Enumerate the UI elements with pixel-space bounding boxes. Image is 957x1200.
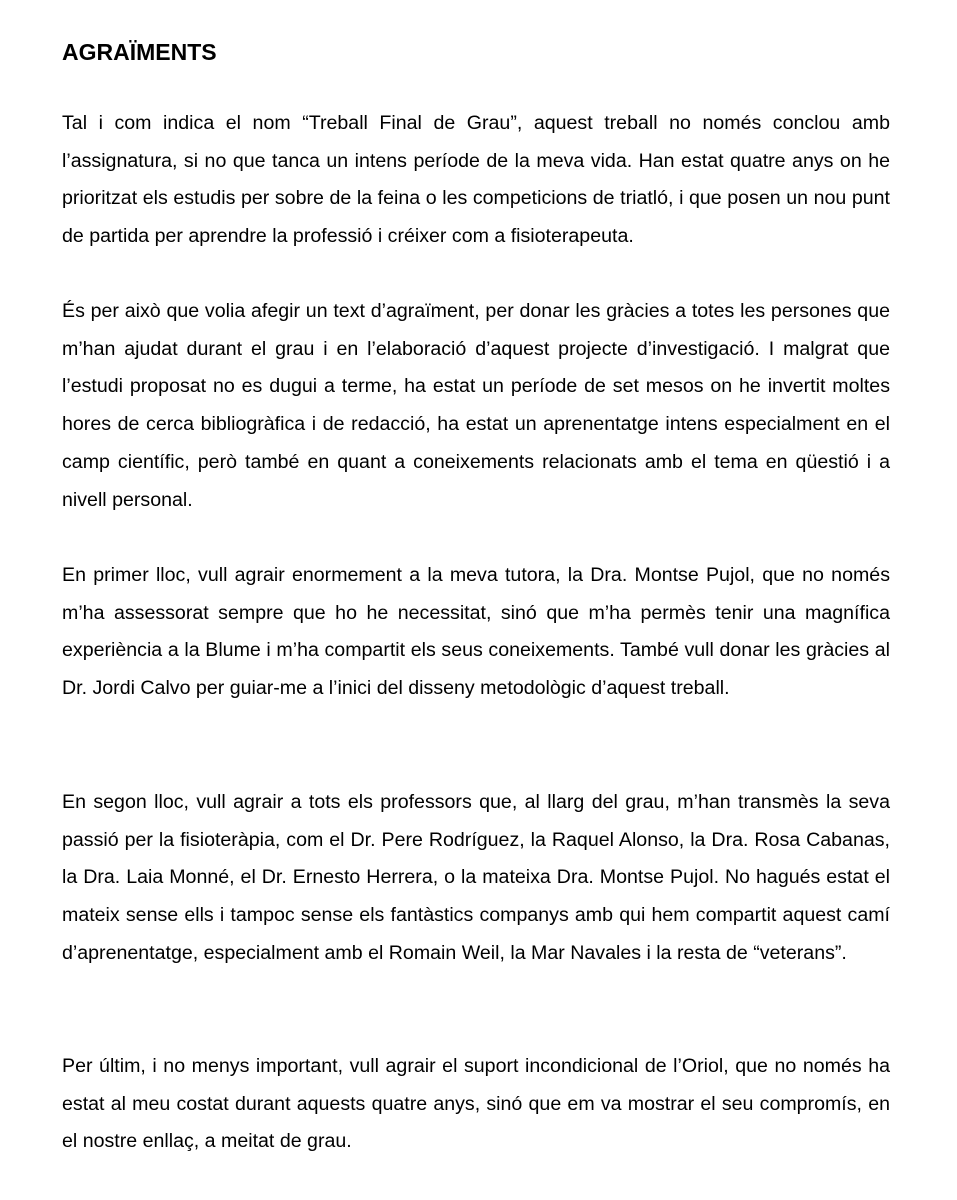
paragraph-personal-thanks: Per últim, i no menys important, vull agrair el suport incondicional de l’Oriol, que no només ha estat al meu costat durant aquests quatre anys, sinó que em va mostrar el seu compromís, en el nostre enllaç, a meitat de grau. xyxy=(62,1055,890,1153)
paragraph-tutor-thanks: En primer lloc, vull agrair enormement a la meva tutora, la Dra. Montse Pujol, que no només m’ha assessorat sempre que ho he necessitat, sinó que m’ha permès tenir una magnífica experiència a la Blume i m’ha compartit els seus coneixements. També vull donar les gràcies al Dr. Jordi Calvo per guiar-me a l’inici del disseny metodològic d’aquest treball. xyxy=(62,564,890,700)
paragraph-professors-thanks: En segon lloc, vull agrair a tots els professors que, al llarg del grau, m’han transmès la seva passió per la fisioteràpia, com el Dr. Pere Rodríguez, la Raquel Alonso, la Dra. Rosa Cabanas, la Dra. Laia Monné, el Dr. Ernesto Herrera, o la mateixa Dra. Montse Pujol. No hagués estat el mateix sense ells i tampoc sense els fantàstics companys amb qui hem compartit aquest camí d’aprenentatge, especialment amb el Romain Weil, la Mar Navales i la resta de “veterans”. xyxy=(62,791,890,964)
page-title: AGRAÏMENTS xyxy=(62,39,217,65)
paragraph-intro: Tal i com indica el nom “Treball Final de Grau”, aquest treball no només conclou amb l’assignatura, si no que tanca un intens període de la meva vida. Han estat quatre anys on he prioritzat els estudis per sobre de la feina o les competicions de triatló, i que posen un nou punt de partida per aprendre la professió i créixer com a fisioterapeuta. xyxy=(62,112,890,248)
paragraph-purpose: És per això que volia afegir un text d’agraïment, per donar les gràcies a totes les persones que m’han ajudat durant el grau i en l’elaboració d’aquest projecte d’investigació. I malgrat que l’estudi proposat no es dugui a terme, ha estat un període de set mesos on he invertit moltes hores de cerca bibliogràfica i de redacció, ha estat un aprenentatge intens especialment en el camp científic, però també en quant a coneixements relacionats amb el tema en qüestió i a nivell personal. xyxy=(62,300,890,511)
